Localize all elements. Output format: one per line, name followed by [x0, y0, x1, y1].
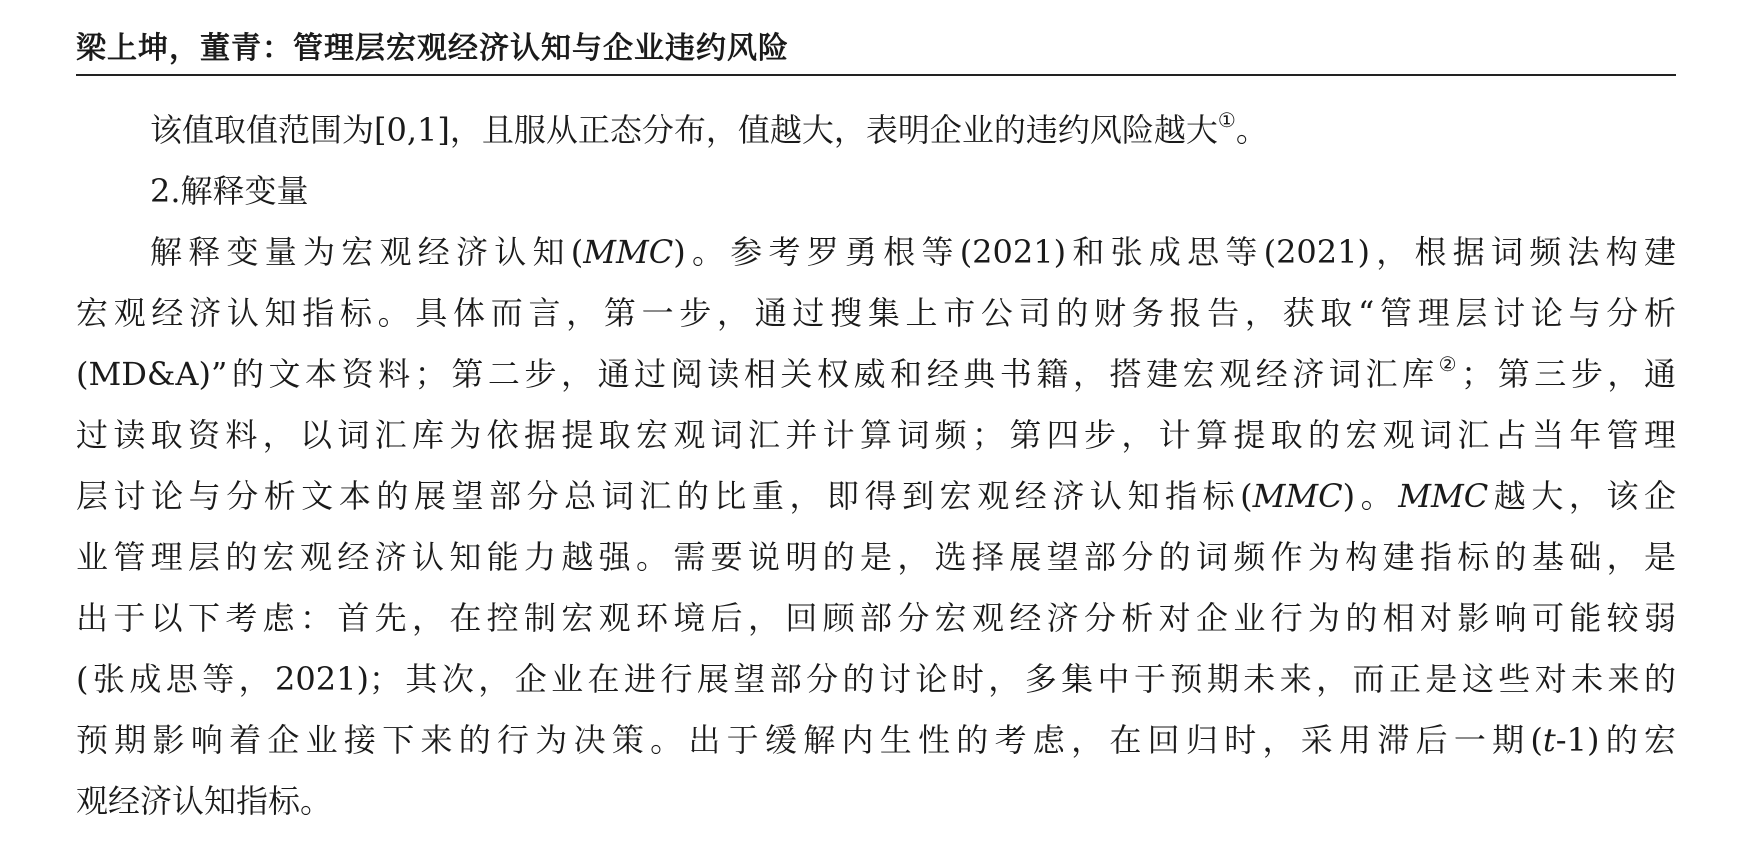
header-rule: [76, 74, 1676, 76]
running-head: 梁上坤，董青：管理层宏观经济认知与企业违约风险: [76, 31, 789, 66]
line-1-text-a: 解释变量为宏观经济认知(: [150, 233, 584, 271]
body-text: [76, 100, 1676, 832]
paragraph-line-9: [76, 710, 1676, 771]
t-variable: t: [1542, 721, 1556, 759]
paragraph-line-4: 过读取资料，以词汇库为依据提取宏观词汇并计算词频；第四步，计算提取的宏观词汇占当年管理: [76, 416, 1676, 454]
line-1-text-b: )。参考罗勇根等(2021)和张成思等(2021)，根据词频法构建: [673, 233, 1676, 271]
continued-line: [76, 100, 1676, 161]
paragraph-explanatory-variable: [76, 222, 1676, 832]
line-5-text-a: 层讨论与分析文本的展望部分总词汇的比重，即得到宏观经济认知指标(: [76, 477, 1253, 515]
paragraph-line-5: [76, 466, 1676, 527]
line-5-text-c: 越大，该企: [1488, 477, 1676, 515]
paragraph-line-3: [76, 344, 1676, 405]
footnote-marker-2[interactable]: ②: [1438, 352, 1462, 376]
continued-line-text: 该值取值范围为[0,1]，且服从正态分布，值越大，表明企业的违约风险越大: [150, 111, 1218, 149]
mmc-term: MMC: [1252, 477, 1343, 515]
line-9-text-b: -1)的宏: [1555, 721, 1676, 759]
paragraph-line-8: (张成思等，2021)；其次，企业在进行展望部分的讨论时，多集中于预期未来，而正是这些对未来的: [76, 660, 1676, 698]
line-3-text-b: ；第三步，通: [1461, 355, 1676, 393]
mmc-term: MMC: [1398, 477, 1489, 515]
continued-line-end: 。: [1235, 111, 1268, 149]
paragraph-line-1: [76, 222, 1676, 283]
paragraph-line-10: 观经济认知指标。: [76, 782, 333, 820]
paragraph-line-7: 出于以下考虑：首先，在控制宏观环境后，回顾部分宏观经济分析对企业行为的相对影响可能较弱: [76, 599, 1676, 637]
line-9-text-a: 预期影响着企业接下来的行为决策。出于缓解内生性的考虑，在回归时，采用滞后一期(: [76, 721, 1543, 759]
footnote-marker-1[interactable]: ①: [1217, 108, 1236, 132]
paragraph-line-6: 业管理层的宏观经济认知能力越强。需要说明的是，选择展望部分的词频作为构建指标的基础，是: [76, 538, 1676, 576]
paper-page: [76, 0, 1676, 832]
paragraph-line-2: 宏观经济认知指标。具体而言，第一步，通过搜集上市公司的财务报告，获取“管理层讨论与分析: [76, 294, 1676, 332]
line-5-text-b: )。: [1342, 477, 1399, 515]
line-3-text-a: (MD&A)”的文本资料；第二步，通过阅读相关权威和经典书籍，搭建宏观经济词汇库: [76, 355, 1439, 393]
mmc-term: MMC: [583, 233, 674, 271]
section-heading: 2.解释变量: [150, 172, 309, 210]
